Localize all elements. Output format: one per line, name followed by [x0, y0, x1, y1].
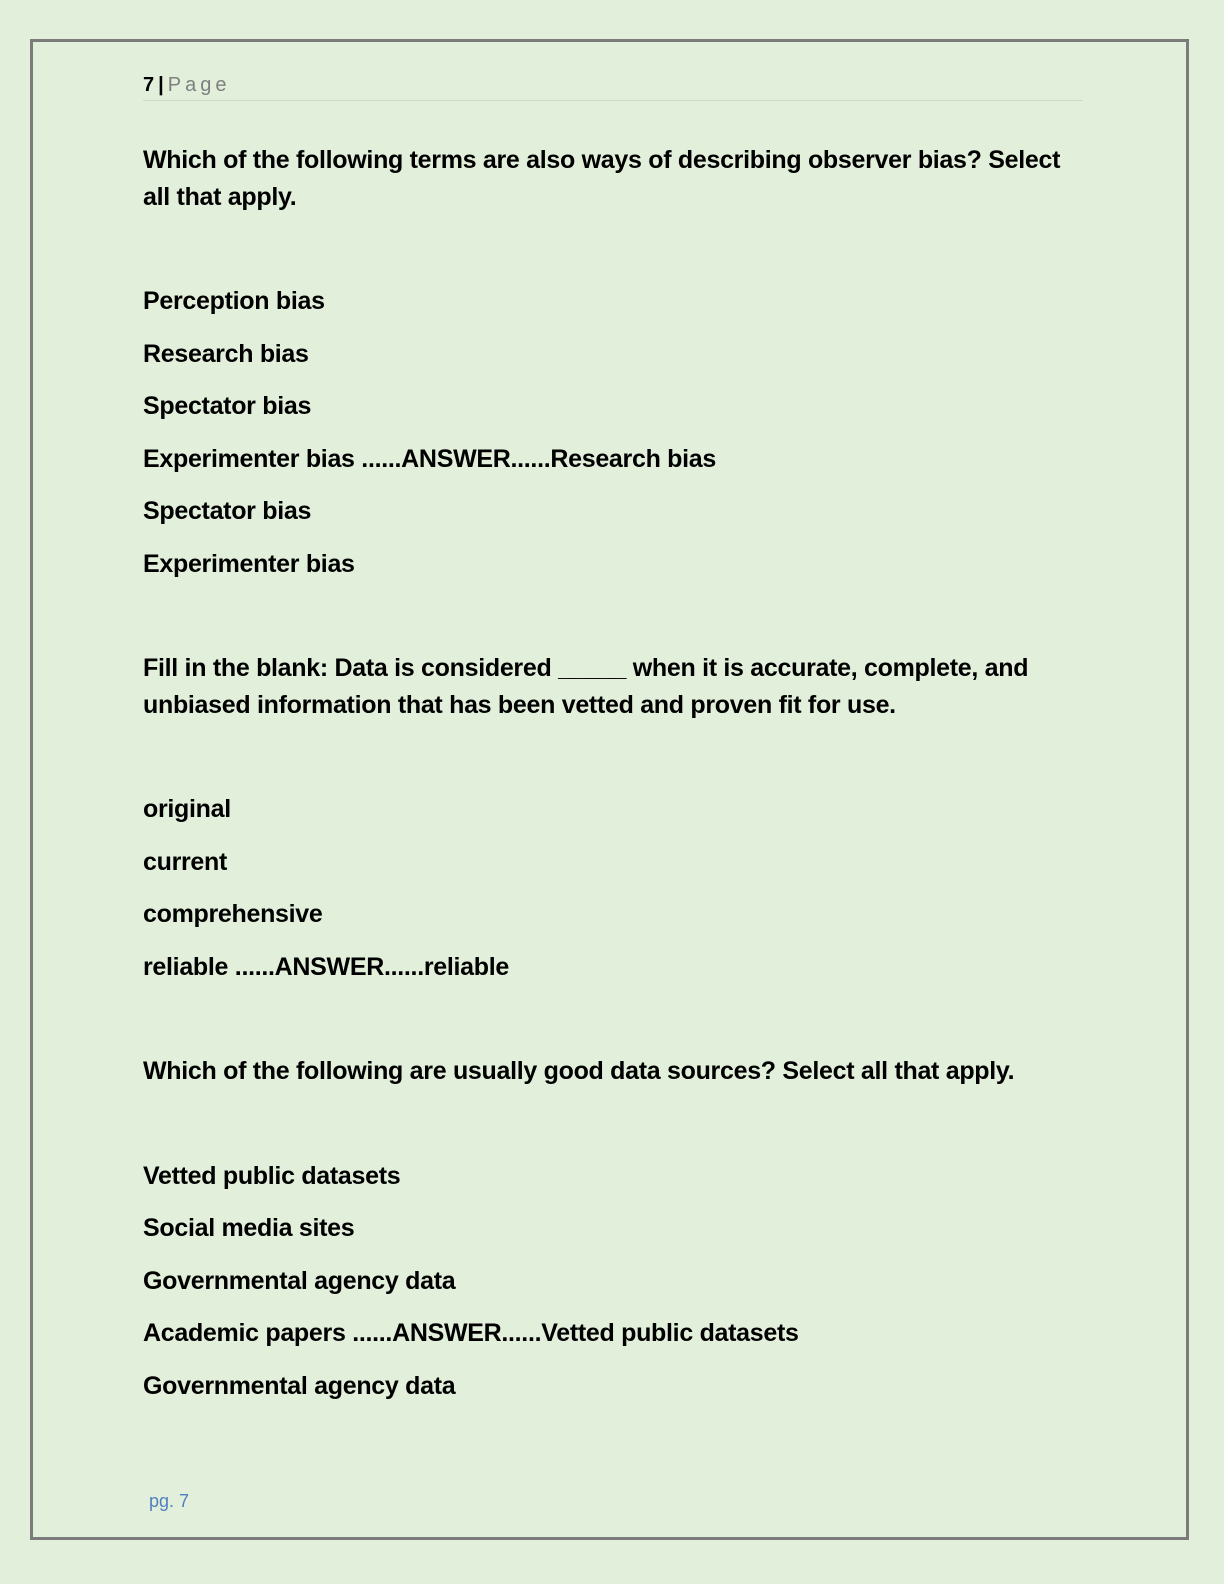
question-1-option-answer: Experimenter bias ......ANSWER......Research bias [143, 445, 717, 473]
header-page-word: Page [167, 74, 231, 96]
question-2-prompt: Fill in the blank: Data is considered _____ when it is accurate, complete, and unbiased information that has been vetted and proven fit for use. [143, 654, 1029, 719]
header-page-number: 7 [143, 74, 155, 96]
question-2-option: comprehensive [143, 900, 323, 928]
question-1-option: Experimenter bias [143, 550, 355, 578]
question-3-option: Governmental agency data [143, 1372, 456, 1400]
question-1-option: Spectator bias [143, 392, 312, 420]
question-1-prompt: Which of the following terms are also ways of describing observer bias? Select all that apply. [143, 146, 1061, 211]
question-3-option: Governmental agency data [143, 1267, 456, 1295]
page-header [143, 72, 1083, 101]
question-1-option: Spectator bias [143, 497, 312, 525]
question-2-option: original [143, 795, 231, 823]
question-3-option-answer: Academic papers ......ANSWER......Vetted public datasets [143, 1319, 799, 1347]
question-3-option: Social media sites [143, 1214, 355, 1242]
question-1-option: Research bias [143, 340, 309, 368]
question-2-option-answer: reliable ......ANSWER......reliable [143, 953, 510, 981]
question-1-option: Perception bias [143, 287, 325, 315]
page-footer: pg. 7 [149, 1491, 190, 1511]
question-2-option: current [143, 848, 228, 876]
header-separator: | [158, 74, 164, 96]
question-3-option: Vetted public datasets [143, 1162, 401, 1190]
question-3-prompt: Which of the following are usually good data sources? Select all that apply. [143, 1057, 1015, 1085]
